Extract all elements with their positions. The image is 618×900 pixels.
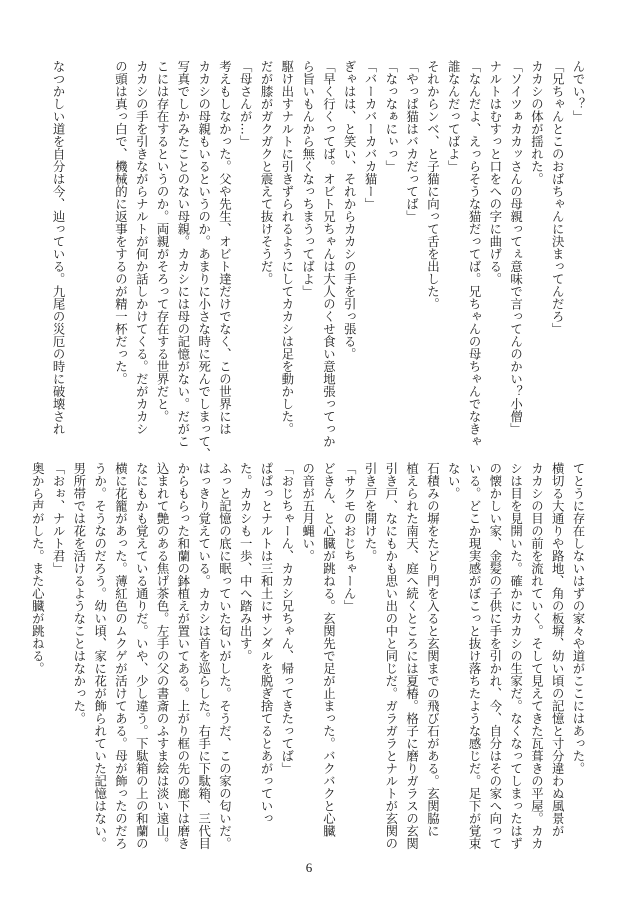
text-line: 考えもしなかった。父や先生、オビト達だけでなく、この世界には (217, 60, 233, 435)
text-line: うか。そうなのだろう。幼い頃、家に花が飾られていた記憶はない。 (92, 462, 108, 850)
text-line: の頭は真っ白で、機械的に返事をするのが精一杯だった。 (113, 60, 129, 385)
text-line: からもらった和蘭の鉢植えが置いてある。上がり框の先の廊下は磨き (175, 462, 191, 850)
text-line: んでい？」 (571, 60, 586, 123)
text-line: カカシの体が揺れた。 (529, 60, 545, 185)
text-line: はっきり覚えている。カカシは首を巡らした。右手に下駄箱、三代目 (196, 462, 212, 850)
text-line: それからンベ、と子猫に向って舌を出した。 (425, 60, 441, 310)
text-line: 石積みの塀をたどり門を入ると玄関までの飛び石がある。玄関脇に (425, 462, 441, 837)
page-number: 6 (305, 860, 313, 875)
text-line: 写真でしかみたことのない母親。カカシには母の記憶がない。だがこ (175, 60, 191, 448)
text-line: 「やっぱ猫はバカだってば」 (404, 60, 420, 223)
text-line: 込まれて艶のある焦げ茶色。左手の父の書斎のふすま絵は淡い遠山。 (155, 462, 171, 850)
text-line: ナルトはむすっと口をへの字に曲げる。 (487, 60, 503, 285)
text-line: ら旨いもんから無くなっちまうってばよ」 (300, 60, 316, 298)
text-line: てとうに存在しないはずの家々や道がここにはあった。 (571, 462, 586, 775)
text-line: カカシの手を引きながらナルトが何か話しかけてくる。だがカカシ (134, 60, 150, 435)
text-line: 植えられた南天、庭へ続くところには夏椿。格子に磨りガラスの玄関 (404, 462, 420, 850)
text-line: ふっと記憶の底に眠っていた匂いがした。そうだ、この家の匂いだ。 (217, 462, 233, 850)
text-line: ない。 (446, 462, 462, 500)
text-line: 「ソイツぁカカッさんの母親ってぇ意味で言ってんのかい？小僧」 (508, 60, 524, 435)
text-line: 「兄ちゃんとこのおばちゃんに決まってんだろ」 (550, 60, 566, 335)
text-line: 引き戸、なにもかも思い出の中と同じだ。ガラガラとナルトが玄関の (383, 462, 399, 850)
text-line: なつかしい道を自分は今、辿っている。九尾の災厄の時に破壊され (51, 60, 67, 435)
text-line: 「早く行くってば。オビト兄ちゃんは大人のくせ食い意地張ってっか (321, 60, 337, 448)
upper-text-block (20, 60, 588, 460)
text-line: 「なんだよ、えっらそうな猫だってば。兄ちゃんの母ちゃんでなきゃ (467, 60, 483, 448)
text-line: ぱぱっとナルトは三和土にサンダルを脱ぎ捨てるとあがっていっ (259, 462, 275, 825)
text-line: どきん、と心臓が跳ねる。玄関先で足が止まった。バクバクと心臓 (321, 462, 337, 837)
text-line (68, 60, 89, 422)
text-line: 横に花籠があった。薄紅色のムクゲが活けてある。母が飾ったのだろ (113, 462, 129, 850)
text-line (89, 60, 110, 422)
text-line: 横切る大通りや路地、角の板塀、幼い頃の記憶と寸分違わぬ風景が (550, 462, 566, 837)
text-line: 「バーカバーカバカ猫ー」 (363, 60, 379, 210)
text-line: た。カカシも一歩、中へ踏み出す。 (238, 462, 254, 662)
text-line: の懐かしい家、金髪の子供に手を引かれ、今、自分はその家へ向って (487, 462, 503, 850)
text-line: 奥から声がした。また心臓が跳ねる。 (30, 462, 46, 675)
text-line: カカシの目の前を流れていく。そして見えてきた瓦葺きの平屋。カカ (529, 462, 545, 850)
text-line: 「サクモのおじちゃーん」 (342, 462, 358, 612)
text-line: ぎゃはは、と笑い、それからカカシの手を引っ張る。 (342, 60, 358, 360)
text-line: こには存在するというのか。両親がそろって存在する世界だと。 (155, 60, 171, 423)
text-line: 男所帯では花を活けるようなことはなかった。 (71, 462, 87, 725)
text-line: 「おじちゃーん、カカシ兄ちゃん、帰ってきたってば」 (279, 462, 295, 775)
text-line: の音が五月蝿い。 (300, 462, 316, 562)
text-line: 引き戸を開けた。 (363, 462, 379, 562)
text-line: 「なっなぁにぃっ」 (383, 60, 399, 173)
text-line: なにもかも覚えている通りだ。いや、少し違う。下駄箱の上の和蘭の (134, 462, 150, 850)
text-line: カカシの母親もいるというのか。あまりに小さな時に死んでしまって、 (196, 60, 212, 460)
text-line: 「おぉ、ナルト君」 (51, 462, 67, 575)
text-line: シは目を見開いた。確かにカカシの生家だ。なくなってしまったはず (508, 462, 524, 850)
text-line: 誰なんだってばよ」 (446, 60, 462, 173)
text-line: だが膝がガクガクと震えて抜けそうだ。 (259, 60, 275, 285)
text-line: いる。どこか現実感がぼこっと抜け落ちたような感じだ。足下が覚束 (467, 462, 483, 850)
text-line: 駆け出すナルトに引きずられるようにしてカカシは足を動かした。 (279, 60, 295, 435)
text-line: 「母さんが…」 (238, 60, 254, 148)
lower-text-block (30, 462, 588, 850)
